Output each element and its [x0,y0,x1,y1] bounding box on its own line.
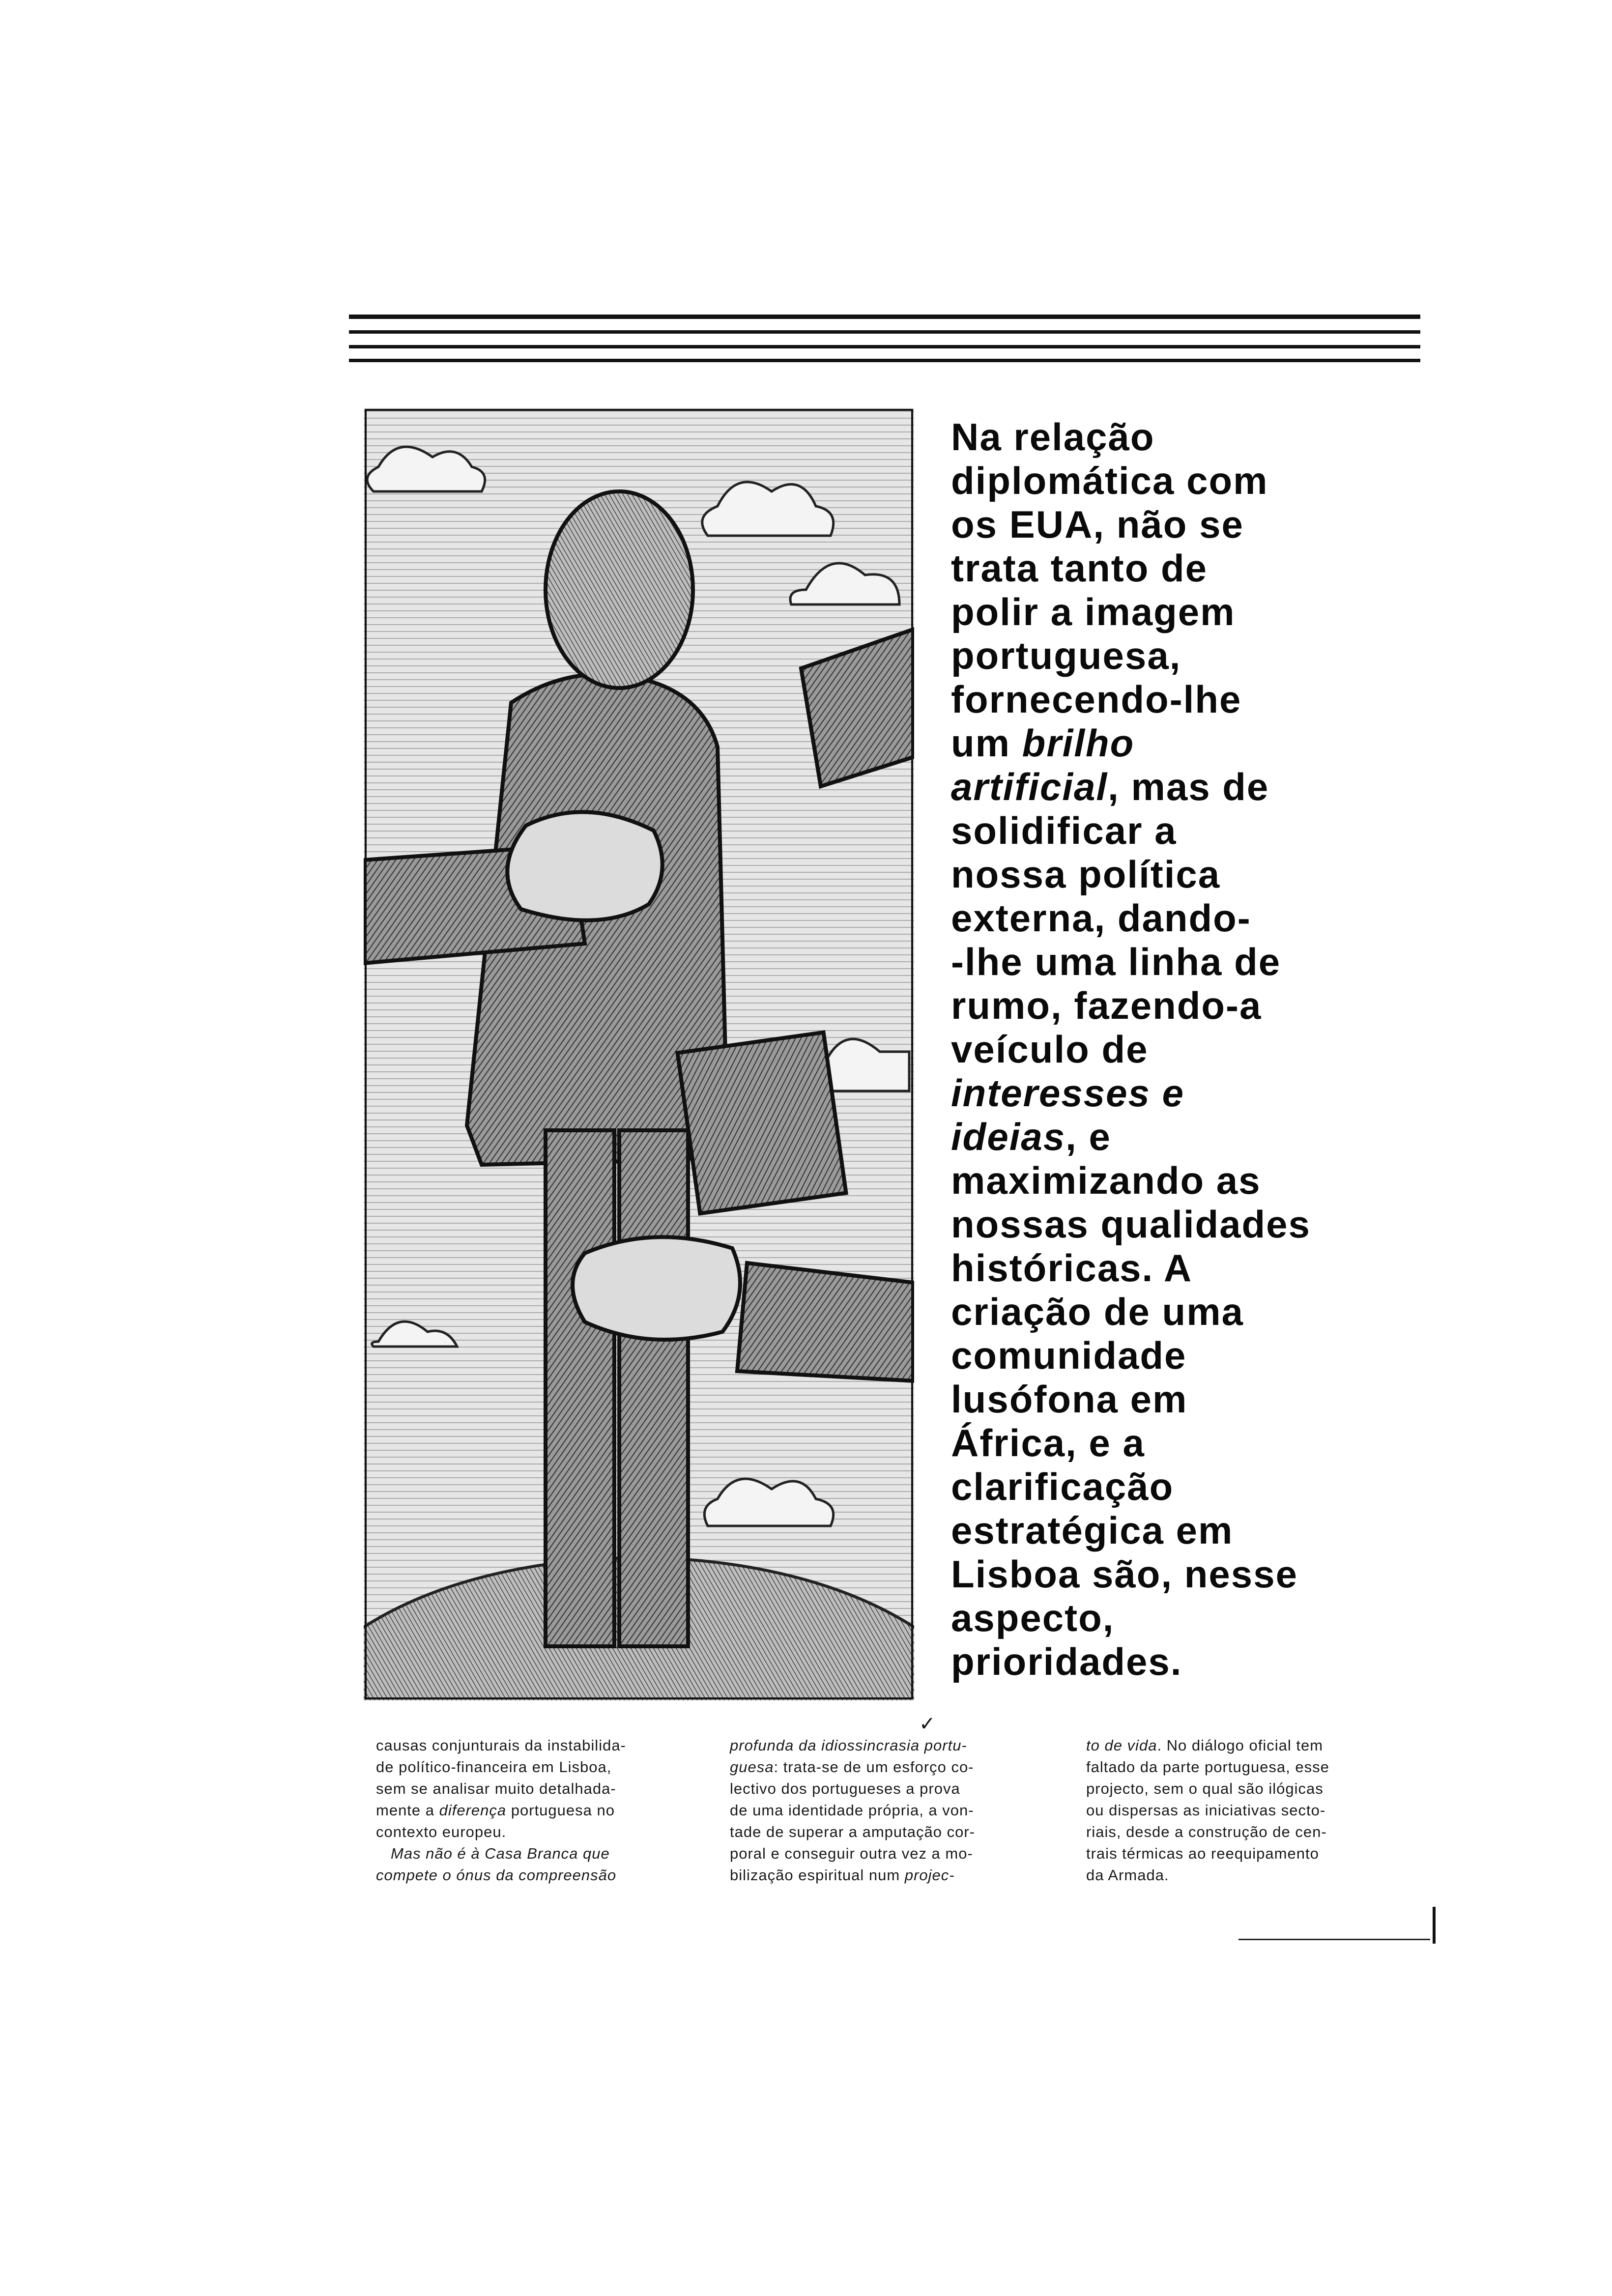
body-line [730,1865,1064,1886]
pullquote-line: -lhe uma linha de [951,940,1281,983]
body-line: tade de superar a amputação cor- [730,1823,975,1840]
body-fragment: portuguesa no [506,1802,615,1819]
body-emphasis: diferença [439,1802,507,1819]
pullquote-line: clarificação [951,1465,1174,1508]
column-end-rule [1238,1939,1430,1940]
pullquote-line: diplomática com [951,459,1268,502]
pullquote-fragment: , mas de [1108,765,1269,808]
body-line: da Armada. [1086,1866,1169,1884]
body-fragment: : trata-se de um esforço co- [774,1758,974,1776]
pullquote-line: históricas. A [951,1246,1193,1290]
pullquote-line: veículo de [951,1028,1149,1071]
pull-quote [951,415,1393,1684]
body-line: lectivo dos portugueses a prova [730,1780,960,1797]
end-bracket [1433,1907,1436,1944]
pullquote-line: aspecto, [951,1596,1115,1639]
body-column-2 [730,1735,1064,1886]
pullquote-line: os EUA, não se [951,503,1244,546]
body-fragment: . No diálogo oficial tem [1157,1737,1324,1754]
body-fragment: mente a [376,1802,439,1819]
pullquote-line: nossas qualidades [951,1203,1311,1246]
body-emphasis: guesa [730,1758,774,1776]
body-emphasis: to de vida [1086,1737,1157,1754]
body-line: profunda da idiossincrasia portu- [730,1737,967,1754]
pullquote-line: estratégica em [951,1509,1234,1552]
body-line: trais térmicas ao reequipamento [1086,1845,1319,1862]
body-line: faltado da parte portuguesa, esse [1086,1758,1329,1776]
pullquote-line: solidificar a [951,809,1177,852]
pullquote-emphasis: interesses e [951,1071,1184,1115]
body-line: causas conjunturais da instabilida- [376,1737,626,1754]
body-emphasis: projec- [904,1866,955,1884]
body-line: ou dispersas as iniciativas secto- [1086,1802,1326,1819]
header-rule-2 [349,330,1420,334]
pullquote-line: comunidade [951,1334,1187,1377]
stray-mark: ✓ [919,1713,936,1735]
pullquote-line: trata tanto de [951,546,1208,590]
header-rule-1 [349,315,1420,319]
pullquote-line: maximizando as [951,1159,1261,1202]
pullquote-emphasis: ideias [951,1115,1066,1158]
pullquote-emphasis: brilho [1022,721,1135,765]
header-rule-4 [349,359,1420,362]
body-fragment: bilização espiritual num [730,1866,905,1884]
body-line [376,1800,710,1821]
pullquote-line: rumo, fazendo-a [951,984,1262,1027]
pullquote-emphasis: artificial [951,765,1108,808]
body-line: sem se analisar muito detalhada- [376,1780,616,1797]
pullquote-line: nossa política [951,853,1221,896]
pullquote-line: fornecendo-lhe [951,678,1242,721]
body-line: compete o ónus da compreensão [376,1866,617,1884]
pullquote-line [951,721,1393,765]
pullquote-fragment: um [951,721,1022,765]
body-line: de uma identidade própria, a von- [730,1802,974,1819]
body-column-3 [1086,1735,1420,1886]
body-line: contexto europeu. [376,1823,507,1840]
pullquote-line: África, e a [951,1421,1145,1464]
body-line: Mas não é à Casa Branca que [391,1845,610,1862]
body-line: projecto, sem o qual são ilógicas [1086,1780,1324,1797]
body-line: riais, desde a construção de cen- [1086,1823,1327,1840]
businessman-illustration [364,408,914,1700]
pullquote-line [951,765,1393,809]
pullquote-line [951,1071,1393,1115]
body-line [730,1756,1064,1778]
body-line: de político-financeira em Lisboa, [376,1758,612,1776]
body-line: poral e conseguir outra vez a mo- [730,1845,973,1862]
pullquote-line: Na relação [951,415,1155,459]
pullquote-line: Lisboa são, nesse [951,1552,1298,1596]
pullquote-line: polir a imagem [951,590,1236,633]
body-column-1 [376,1735,710,1886]
pullquote-fragment: , e [1065,1115,1111,1158]
pullquote-line [951,1115,1393,1159]
pullquote-line: criação de uma [951,1290,1244,1333]
pullquote-line: prioridades. [951,1640,1182,1683]
pullquote-line: externa, dando- [951,896,1251,940]
body-line [1086,1735,1420,1756]
pullquote-line: portuguesa, [951,634,1181,677]
header-rules [349,315,1420,383]
header-rule-3 [349,345,1420,348]
pullquote-line: lusófona em [951,1378,1188,1421]
